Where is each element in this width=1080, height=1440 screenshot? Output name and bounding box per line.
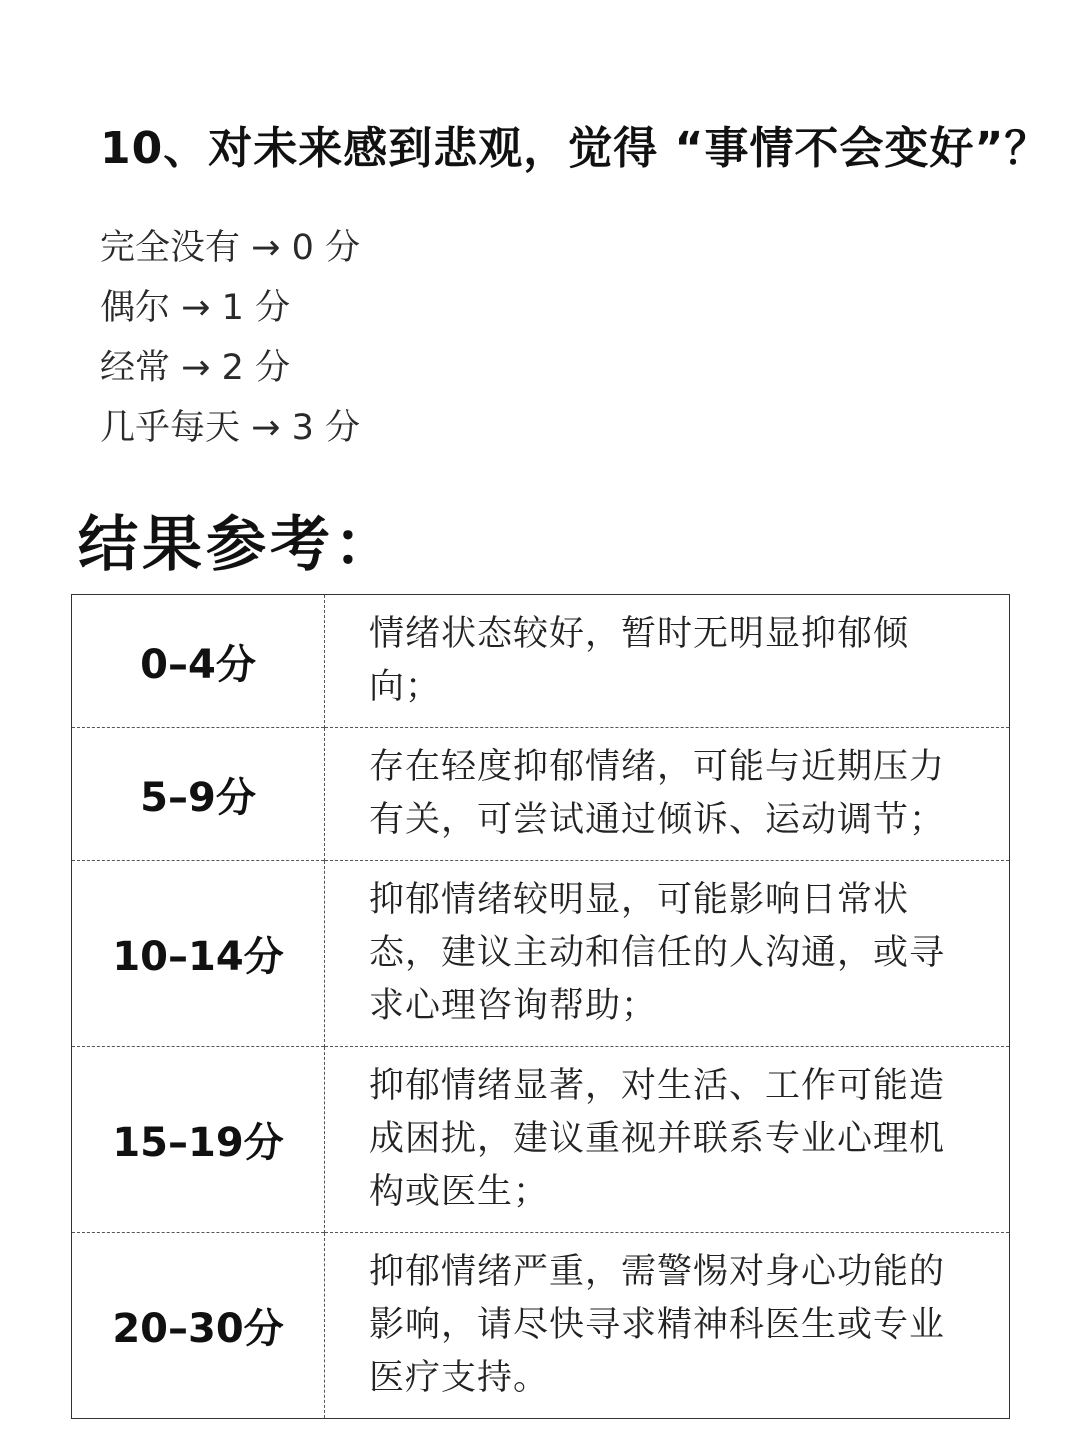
score-description bbox=[325, 595, 1010, 728]
option-list bbox=[100, 218, 360, 458]
table-row bbox=[72, 1047, 1010, 1233]
score-description-text: 存在轻度抑郁情绪，可能与近期压力有关，可尝试通过倾诉、运动调节； bbox=[369, 747, 946, 840]
option-item: 完全没有 → 0 分 bbox=[100, 228, 360, 268]
table-row bbox=[72, 595, 1010, 728]
score-description bbox=[325, 728, 1010, 861]
score-description-text: 抑郁情绪较明显，可能影响日常状态，建议主动和信任的人沟通，或寻求心理咨询帮助； bbox=[369, 880, 946, 1026]
score-range: 5–9分 bbox=[72, 728, 325, 861]
table-row bbox=[72, 728, 1010, 861]
option-item: 经常 → 2 分 bbox=[100, 348, 290, 388]
table-row bbox=[72, 1233, 1010, 1419]
score-range: 20–30分 bbox=[72, 1233, 325, 1419]
score-range: 0–4分 bbox=[72, 595, 325, 728]
option-item: 偶尔 → 1 分 bbox=[100, 288, 290, 328]
option-item: 几乎每天 → 3 分 bbox=[100, 408, 360, 448]
score-range: 15–19分 bbox=[72, 1047, 325, 1233]
table-row bbox=[72, 861, 1010, 1047]
score-description bbox=[325, 861, 1010, 1047]
score-description bbox=[325, 1047, 1010, 1233]
score-range: 10–14分 bbox=[72, 861, 325, 1047]
score-description-text: 抑郁情绪显著，对生活、工作可能造成困扰，建议重视并联系专业心理机构或医生； bbox=[369, 1066, 946, 1212]
score-description-text: 情绪状态较好，暂时无明显抑郁倾向； bbox=[369, 614, 910, 707]
score-description bbox=[325, 1233, 1010, 1419]
result-table bbox=[71, 594, 1010, 1419]
score-description-text: 抑郁情绪严重，需警惕对身心功能的影响，请尽快寻求精神科医生或专业医疗支持。 bbox=[369, 1252, 946, 1398]
result-title: 结果参考： bbox=[78, 510, 398, 580]
question-title: 10、对未来感到悲观，觉得 “事情不会变好”？ bbox=[100, 123, 1050, 174]
